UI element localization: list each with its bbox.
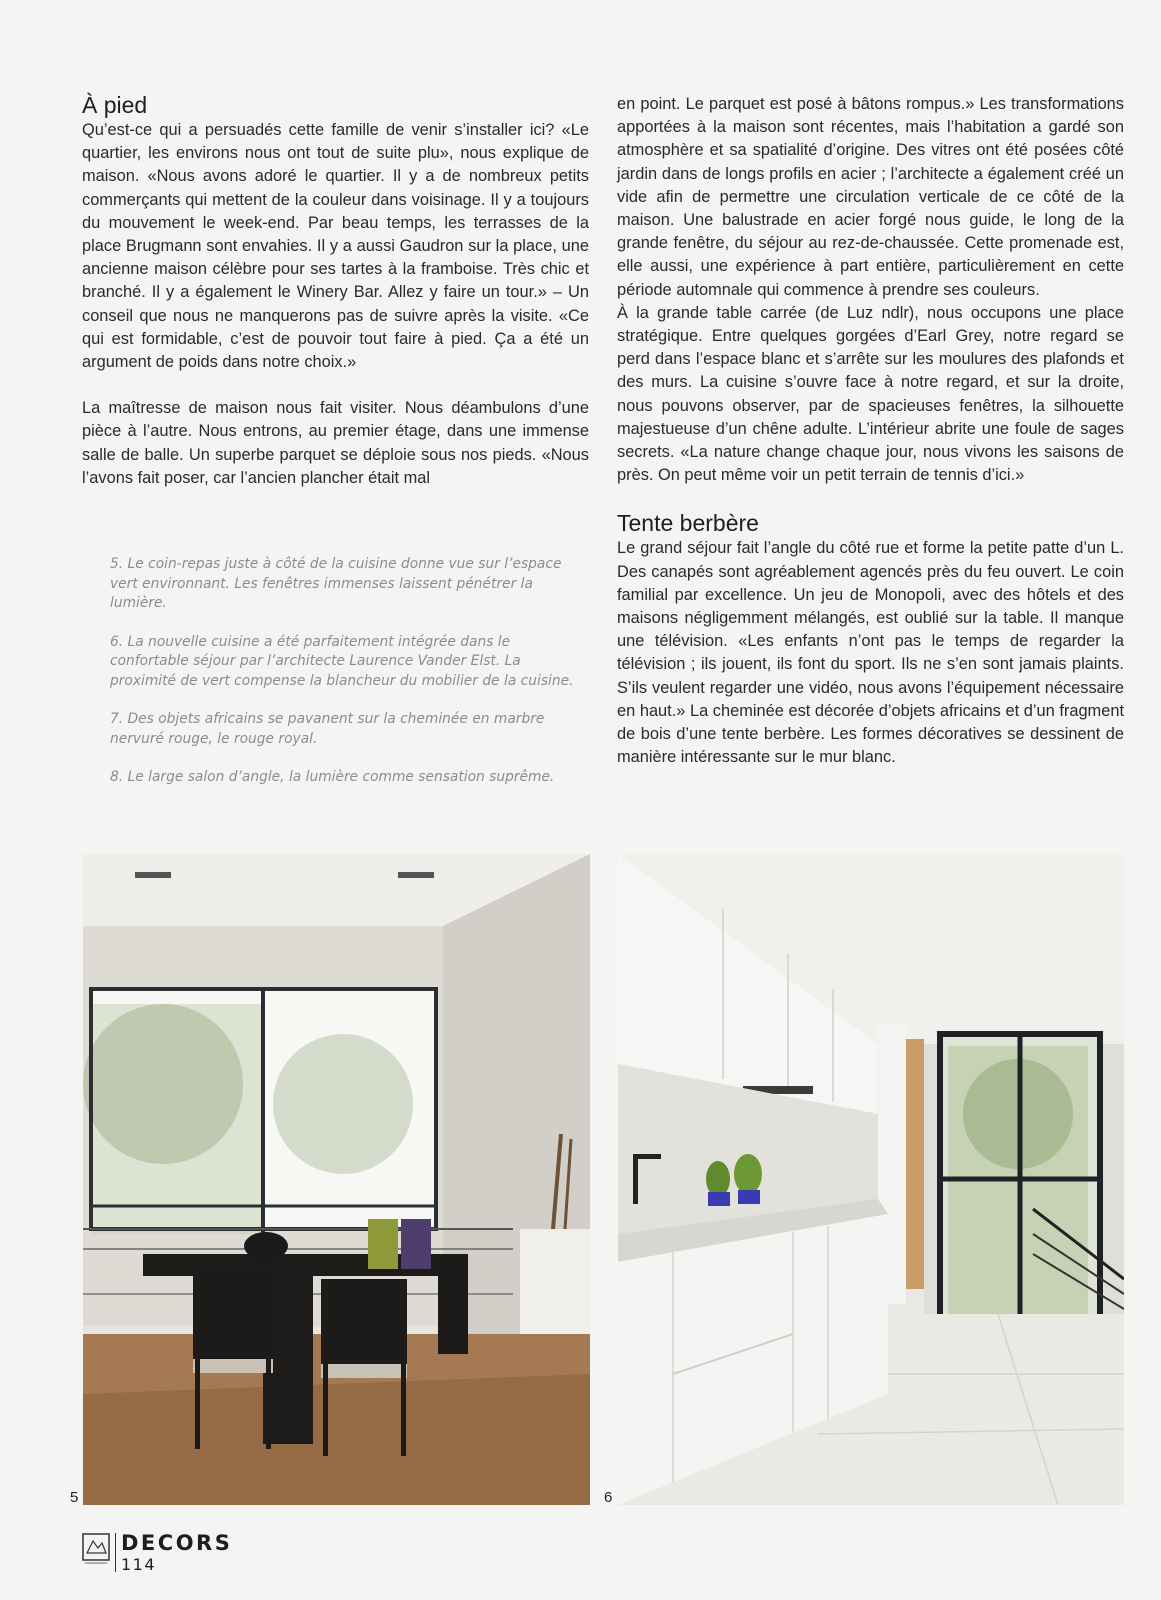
caption-8: 8. Le large salon d’angle, la lumière comme sensation suprême. [110,769,555,785]
dining-room-photo [83,854,590,1505]
photo-captions [110,555,580,807]
footer-divider [115,1533,116,1572]
photo-number-5: 5 [70,1489,79,1506]
kitchen-photo [618,854,1124,1505]
page-number: 114 [121,1555,157,1574]
section-heading-a-pied: À pied [82,92,148,118]
magazine-name: DECORS [121,1531,233,1555]
paragraph: Le grand séjour fait l’angle du côté rue et forme la petite patte d’un L. Des canapés sont agréablement agencés près du feu ouvert. Le coin familial par excellence. Un jeu de Monopoli, avec des hôtels et des maisons négligemment mélangés, est oublié sur la table. Il manque une télévision. «Les enfants n’ont pas le temps de regarder la télévision ; ils jouent, ils font du sport. Ils ne s’en sont jamais plaints. S’ils veulent regarder une vidéo, nous avons l’équipement nécessaire en haut.» La cheminée est décorée d’objets africains et d’un fragment de bois d’une tente berbère. Les formes décoratives se dessinent de manière intéressante sur le mur blanc. [617,539,1124,767]
paragraph: À la grande table carrée (de Luz ndlr), nous occupons une place stratégique. Entre quelques gorgées d’Earl Grey, notre regard se perd dans l’espace blanc et s’arrête sur les moulures des plafonds et des murs. La cuisine s’ouvre face à notre regard, et sur la droite, nous pouvons observer, par de spacieuses fenêtres, la silhouette majestueuse d’un chêne adulte. L’intérieur abrite une foule de sages secrets. «La nature change chaque jour, nous vivons les saisons de près. On peut même voir un petit terrain de tennis d’ici.» [617,303,1124,485]
caption-7: 7. Des objets africains se pavanent sur la cheminée en marbre nervuré rouge, le rouge royal. [110,711,545,747]
photo-number-6: 6 [604,1489,613,1506]
right-column [617,93,1124,769]
section-heading-tente-berbere: Tente berbère [617,510,759,537]
paragraph: en point. Le parquet est posé à bâtons rompus.» Les transformations apportées à la maison sont récentes, mais l’habitation a gardé son atmosphère et sa spatialité d’origine. Des vitres ont été posées côté jardin dans de longs profils en acier ; l’architecte a également créé un vide afin de permettre une circulation verticale de ce côté de la maison. Une balustrade en acier forgé nous guide, le long de la grande fenêtre, du séjour au rez-de-chaussée. Cette promenade est, elle aussi, une expérience à part entière, particulièrement en cette période automnale qui commence à prendre ses couleurs. [617,95,1124,299]
decors-logo-icon [82,1533,110,1565]
caption-6: 6. La nouvelle cuisine a été parfaitement intégrée dans le confortable séjour par l’architecte Laurence Vander Elst. La proximité de vert compense la blancheur du mobilier de la cuisine. [110,633,574,689]
caption-5: 5. Le coin-repas juste à côté de la cuisine donne vue sur l’espace vert environnant. Les fenêtres immenses laissent pénétrer la lumière. [110,556,562,611]
paragraph: Qu’est-ce qui a persuadés cette famille de venir s’installer ici? «Le quartier, les environs nous ont tout de suite plu», nous explique de maison. «Nous avons adoré le quartier. Il y a de nombreux petits commerçants qui mettent de la couleur dans voisinage. Il y a toujours du mouvement le week-end. Par beau temps, les terrasses de la place Brugmann sont envahies. Il y a aussi Gaudron sur la place, une ancienne maison célèbre pour ses tartes à la framboise. Très chic et branché. Il y a également le Winery Bar. Allez y faire un tour.» – Un conseil que nous ne manquerons pas de suivre après la visite. «Ce qui est formidable, c’est de pouvoir tout faire à pied. Ça a été un argument de poids dans notre choix.» [82,121,589,372]
paragraph: La maîtresse de maison nous fait visiter. Nous déambulons d’une pièce à l’autre. Nous entrons, au premier étage, dans une immense salle de balle. Un superbe parquet se déploie sous nos pieds. «Nous l’avons fait poser, car l’ancien plancher était mal [82,399,589,487]
left-column [82,91,589,490]
